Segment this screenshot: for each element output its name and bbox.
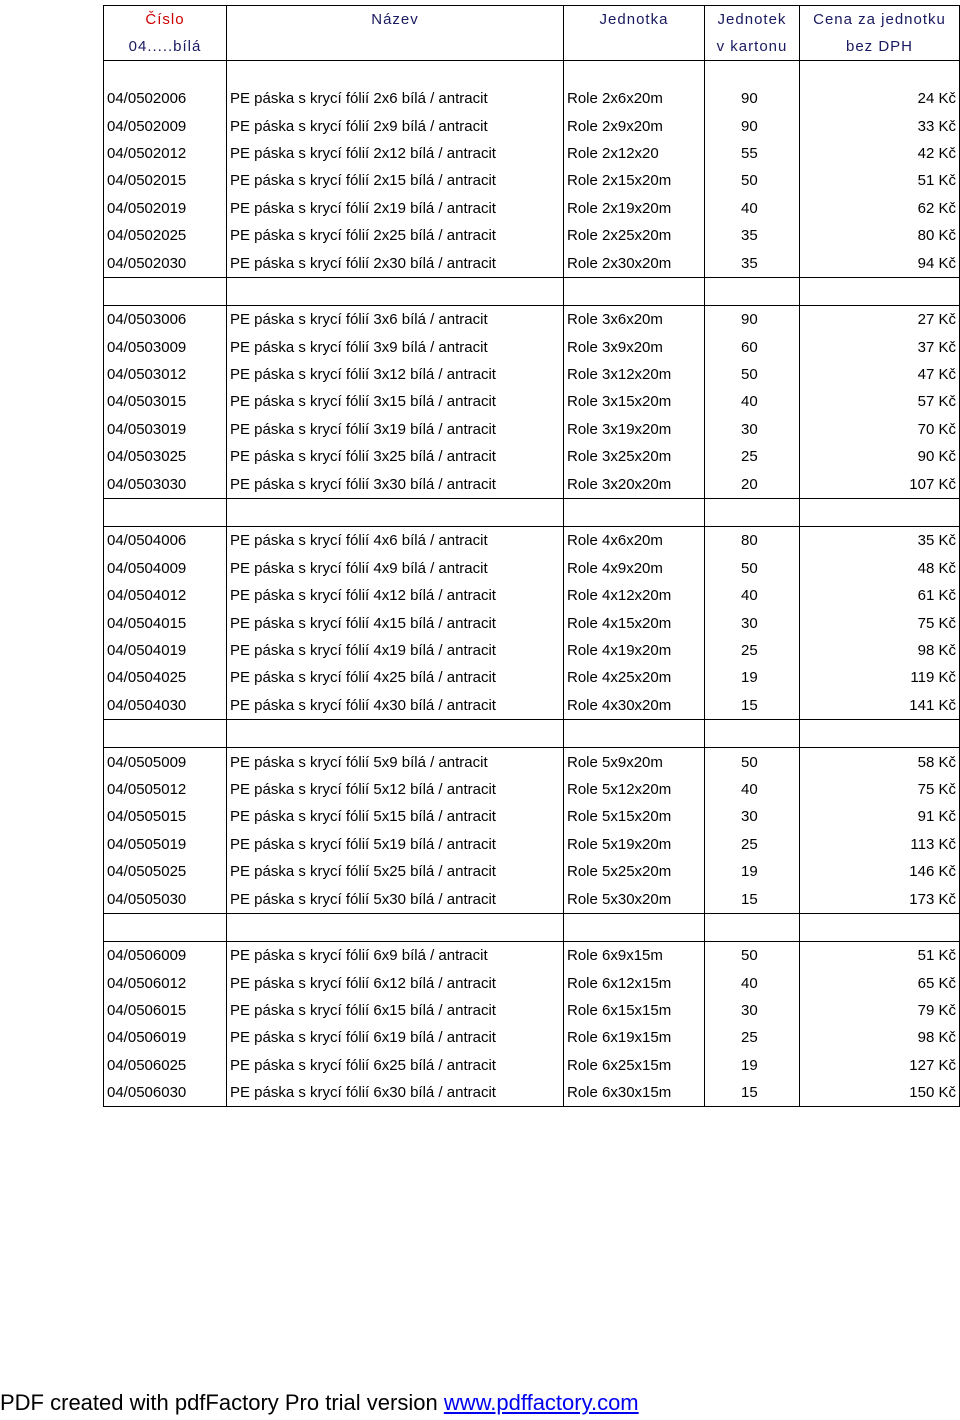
separator-cell (227, 498, 564, 526)
item-price: 79 Kč (800, 997, 960, 1024)
item-name: PE páska s krycí fólií 4x12 bílá / antracit (227, 582, 564, 609)
item-name: PE páska s krycí fólií 2x30 bílá / antracit (227, 249, 564, 277)
item-code: 04/0503030 (104, 470, 227, 498)
table-row (104, 470, 960, 498)
item-price: 35 Kč (800, 527, 960, 555)
item-unit: Role 5x25x20m (564, 858, 705, 885)
table-row (104, 692, 960, 720)
item-count: 25 (705, 831, 800, 858)
table-row (104, 970, 960, 997)
header-cena: Cena za jednotku (800, 6, 960, 34)
header-jednotek: Jednotek (705, 6, 800, 34)
item-name: PE páska s krycí fólií 6x19 bílá / antracit (227, 1024, 564, 1051)
item-price: 113 Kč (800, 831, 960, 858)
item-name: PE páska s krycí fólií 3x30 bílá / antracit (227, 470, 564, 498)
table-row (104, 361, 960, 388)
separator-cell (705, 498, 800, 526)
item-code: 04/0502006 (104, 85, 227, 112)
separator-cell (705, 277, 800, 305)
table-row (104, 609, 960, 636)
item-count: 55 (705, 140, 800, 167)
table-row (104, 582, 960, 609)
item-code: 04/0506012 (104, 970, 227, 997)
header-bez-dph: bez DPH (800, 33, 960, 61)
pdf-footer (0, 1390, 639, 1416)
item-price: 91 Kč (800, 803, 960, 830)
header-nazev: Název (227, 6, 564, 34)
header-empty-3 (564, 33, 705, 61)
item-unit: Role 3x6x20m (564, 306, 705, 334)
item-price: 27 Kč (800, 306, 960, 334)
item-name: PE páska s krycí fólií 3x9 bílá / antracit (227, 334, 564, 361)
item-unit: Role 3x19x20m (564, 416, 705, 443)
item-price: 94 Kč (800, 249, 960, 277)
item-unit: Role 5x19x20m (564, 831, 705, 858)
item-code: 04/0506009 (104, 942, 227, 970)
item-unit: Role 4x19x20m (564, 637, 705, 664)
item-count: 40 (705, 388, 800, 415)
header-row-1 (104, 6, 960, 34)
footer-link[interactable]: www.pdffactory.com (443, 1390, 639, 1415)
item-code: 04/0505015 (104, 803, 227, 830)
item-price: 75 Kč (800, 776, 960, 803)
item-name: PE páska s krycí fólií 2x6 bílá / antracit (227, 85, 564, 112)
table-row (104, 306, 960, 334)
item-count: 60 (705, 334, 800, 361)
separator-cell (227, 913, 564, 941)
item-unit: Role 5x15x20m (564, 803, 705, 830)
item-code: 04/0505025 (104, 858, 227, 885)
item-count: 50 (705, 361, 800, 388)
item-code: 04/0505030 (104, 885, 227, 913)
item-code: 04/0502019 (104, 195, 227, 222)
table-row (104, 664, 960, 691)
item-code: 04/0504015 (104, 609, 227, 636)
item-code: 04/0504009 (104, 555, 227, 582)
table-row (104, 112, 960, 139)
item-name: PE páska s krycí fólií 3x19 bílá / antracit (227, 416, 564, 443)
item-count: 50 (705, 942, 800, 970)
item-name: PE páska s krycí fólií 5x9 bílá / antracit (227, 748, 564, 776)
item-count: 40 (705, 970, 800, 997)
separator-cell (564, 277, 705, 305)
table-row (104, 443, 960, 470)
item-name: PE páska s krycí fólií 3x25 bílá / antracit (227, 443, 564, 470)
item-name: PE páska s krycí fólií 6x15 bílá / antracit (227, 997, 564, 1024)
item-unit: Role 4x30x20m (564, 692, 705, 720)
item-count: 30 (705, 997, 800, 1024)
item-name: PE páska s krycí fólií 5x25 bílá / antracit (227, 858, 564, 885)
item-code: 04/0503009 (104, 334, 227, 361)
table-row (104, 1052, 960, 1079)
item-unit: Role 3x12x20m (564, 361, 705, 388)
item-price: 150 Kč (800, 1079, 960, 1107)
item-name: PE páska s krycí fólií 2x12 bílá / antracit (227, 140, 564, 167)
item-code: 04/0502025 (104, 222, 227, 249)
item-count: 20 (705, 470, 800, 498)
item-price: 75 Kč (800, 609, 960, 636)
item-unit: Role 2x12x20 (564, 140, 705, 167)
table-row (104, 748, 960, 776)
table-row (104, 222, 960, 249)
item-price: 58 Kč (800, 748, 960, 776)
table-row (104, 195, 960, 222)
item-price: 70 Kč (800, 416, 960, 443)
item-unit: Role 2x19x20m (564, 195, 705, 222)
item-price: 62 Kč (800, 195, 960, 222)
item-count: 90 (705, 85, 800, 112)
item-count: 40 (705, 582, 800, 609)
item-count: 50 (705, 748, 800, 776)
item-unit: Role 4x6x20m (564, 527, 705, 555)
item-count: 90 (705, 306, 800, 334)
item-code: 04/0503006 (104, 306, 227, 334)
item-price: 119 Kč (800, 664, 960, 691)
item-code: 04/0506030 (104, 1079, 227, 1107)
item-count: 15 (705, 1079, 800, 1107)
separator-cell (104, 913, 227, 941)
header-v-kartonu: v kartonu (705, 33, 800, 61)
item-unit: Role 2x30x20m (564, 249, 705, 277)
item-count: 15 (705, 885, 800, 913)
price-table (103, 5, 960, 1107)
spacer-cell (564, 61, 705, 86)
item-price: 146 Kč (800, 858, 960, 885)
footer-text: PDF created with pdfFactory Pro trial version (0, 1390, 444, 1415)
item-name: PE páska s krycí fólií 6x12 bílá / antracit (227, 970, 564, 997)
item-unit: Role 4x25x20m (564, 664, 705, 691)
item-name: PE páska s krycí fólií 4x9 bílá / antracit (227, 555, 564, 582)
item-count: 30 (705, 416, 800, 443)
group-separator-row (104, 277, 960, 305)
item-count: 35 (705, 222, 800, 249)
table-row (104, 997, 960, 1024)
item-unit: Role 3x15x20m (564, 388, 705, 415)
item-name: PE páska s krycí fólií 3x12 bílá / antracit (227, 361, 564, 388)
item-count: 40 (705, 776, 800, 803)
separator-cell (564, 913, 705, 941)
table-row (104, 85, 960, 112)
item-count: 50 (705, 555, 800, 582)
item-name: PE páska s krycí fólií 2x25 bílá / antracit (227, 222, 564, 249)
item-unit: Role 6x30x15m (564, 1079, 705, 1107)
item-unit: Role 2x9x20m (564, 112, 705, 139)
item-name: PE páska s krycí fólií 4x6 bílá / antracit (227, 527, 564, 555)
item-code: 04/0506019 (104, 1024, 227, 1051)
table-row (104, 803, 960, 830)
item-unit: Role 5x9x20m (564, 748, 705, 776)
item-count: 25 (705, 637, 800, 664)
item-price: 173 Kč (800, 885, 960, 913)
separator-cell (227, 277, 564, 305)
item-code: 04/0502012 (104, 140, 227, 167)
item-price: 61 Kč (800, 582, 960, 609)
separator-cell (800, 277, 960, 305)
separator-cell (104, 498, 227, 526)
separator-cell (564, 498, 705, 526)
separator-cell (564, 719, 705, 747)
item-name: PE páska s krycí fólií 4x15 bílá / antracit (227, 609, 564, 636)
item-count: 19 (705, 858, 800, 885)
table-header (104, 6, 960, 86)
item-count: 50 (705, 167, 800, 194)
group-separator-row (104, 498, 960, 526)
item-count: 15 (705, 692, 800, 720)
item-code: 04/0504006 (104, 527, 227, 555)
separator-cell (705, 719, 800, 747)
item-count: 19 (705, 664, 800, 691)
item-code: 04/0504030 (104, 692, 227, 720)
item-unit: Role 2x6x20m (564, 85, 705, 112)
item-name: PE páska s krycí fólií 3x15 bílá / antracit (227, 388, 564, 415)
item-name: PE páska s krycí fólií 4x30 bílá / antracit (227, 692, 564, 720)
item-code: 04/0504025 (104, 664, 227, 691)
item-name: PE páska s krycí fólií 2x19 bílá / antracit (227, 195, 564, 222)
item-count: 25 (705, 1024, 800, 1051)
table-row (104, 555, 960, 582)
item-price: 107 Kč (800, 470, 960, 498)
item-count: 40 (705, 195, 800, 222)
spacer-cell (104, 61, 227, 86)
header-empty-2 (227, 33, 564, 61)
item-price: 33 Kč (800, 112, 960, 139)
group-separator-row (104, 913, 960, 941)
item-code: 04/0502015 (104, 167, 227, 194)
header-row-2 (104, 33, 960, 61)
item-price: 47 Kč (800, 361, 960, 388)
item-name: PE páska s krycí fólií 4x19 bílá / antracit (227, 637, 564, 664)
item-name: PE páska s krycí fólií 6x9 bílá / antracit (227, 942, 564, 970)
item-unit: Role 6x19x15m (564, 1024, 705, 1051)
item-code: 04/0502009 (104, 112, 227, 139)
table-body (104, 85, 960, 1107)
header-variant: 04.....bílá (104, 33, 227, 61)
item-count: 80 (705, 527, 800, 555)
separator-cell (705, 913, 800, 941)
item-code: 04/0505019 (104, 831, 227, 858)
separator-cell (104, 719, 227, 747)
table-row (104, 416, 960, 443)
table-row (104, 334, 960, 361)
header-cislo: Číslo (104, 6, 227, 34)
item-unit: Role 5x12x20m (564, 776, 705, 803)
item-unit: Role 3x20x20m (564, 470, 705, 498)
item-price: 48 Kč (800, 555, 960, 582)
item-code: 04/0504019 (104, 637, 227, 664)
item-count: 35 (705, 249, 800, 277)
table-row (104, 637, 960, 664)
item-unit: Role 2x15x20m (564, 167, 705, 194)
item-unit: Role 6x25x15m (564, 1052, 705, 1079)
item-name: PE páska s krycí fólií 3x6 bílá / antracit (227, 306, 564, 334)
header-spacer-row (104, 61, 960, 86)
item-count: 19 (705, 1052, 800, 1079)
item-price: 57 Kč (800, 388, 960, 415)
item-unit: Role 6x15x15m (564, 997, 705, 1024)
item-code: 04/0506015 (104, 997, 227, 1024)
item-price: 80 Kč (800, 222, 960, 249)
separator-cell (227, 719, 564, 747)
item-price: 90 Kč (800, 443, 960, 470)
item-price: 51 Kč (800, 942, 960, 970)
table-row (104, 1079, 960, 1107)
item-code: 04/0503025 (104, 443, 227, 470)
item-unit: Role 4x9x20m (564, 555, 705, 582)
table-row (104, 776, 960, 803)
separator-cell (800, 719, 960, 747)
item-name: PE páska s krycí fólií 6x30 bílá / antracit (227, 1079, 564, 1107)
table-row (104, 831, 960, 858)
spacer-cell (227, 61, 564, 86)
item-price: 37 Kč (800, 334, 960, 361)
separator-cell (104, 277, 227, 305)
item-name: PE páska s krycí fólií 5x30 bílá / antracit (227, 885, 564, 913)
item-unit: Role 4x12x20m (564, 582, 705, 609)
item-code: 04/0504012 (104, 582, 227, 609)
item-price: 51 Kč (800, 167, 960, 194)
item-price: 98 Kč (800, 637, 960, 664)
item-code: 04/0503012 (104, 361, 227, 388)
table-row (104, 1024, 960, 1051)
item-price: 65 Kč (800, 970, 960, 997)
item-name: PE páska s krycí fólií 6x25 bílá / antracit (227, 1052, 564, 1079)
item-name: PE páska s krycí fólií 5x15 bílá / antracit (227, 803, 564, 830)
separator-cell (800, 498, 960, 526)
item-price: 42 Kč (800, 140, 960, 167)
item-price: 127 Kč (800, 1052, 960, 1079)
item-name: PE páska s krycí fólií 2x9 bílá / antracit (227, 112, 564, 139)
item-count: 30 (705, 803, 800, 830)
item-name: PE páska s krycí fólií 5x12 bílá / antracit (227, 776, 564, 803)
table-row (104, 249, 960, 277)
separator-cell (800, 913, 960, 941)
table-row (104, 858, 960, 885)
item-unit: Role 3x9x20m (564, 334, 705, 361)
item-count: 90 (705, 112, 800, 139)
table-row (104, 885, 960, 913)
item-code: 04/0506025 (104, 1052, 227, 1079)
item-code: 04/0503015 (104, 388, 227, 415)
item-unit: Role 6x12x15m (564, 970, 705, 997)
item-price: 141 Kč (800, 692, 960, 720)
item-code: 04/0503019 (104, 416, 227, 443)
item-count: 25 (705, 443, 800, 470)
item-unit: Role 3x25x20m (564, 443, 705, 470)
price-table-container (103, 5, 959, 1107)
table-row (104, 527, 960, 555)
group-separator-row (104, 719, 960, 747)
item-unit: Role 2x25x20m (564, 222, 705, 249)
table-row (104, 167, 960, 194)
spacer-cell (705, 61, 800, 86)
item-name: PE páska s krycí fólií 4x25 bílá / antracit (227, 664, 564, 691)
item-code: 04/0505009 (104, 748, 227, 776)
item-name: PE páska s krycí fólií 5x19 bílá / antracit (227, 831, 564, 858)
item-code: 04/0502030 (104, 249, 227, 277)
item-price: 24 Kč (800, 85, 960, 112)
header-jednotka: Jednotka (564, 6, 705, 34)
item-unit: Role 6x9x15m (564, 942, 705, 970)
spacer-cell (800, 61, 960, 86)
item-name: PE páska s krycí fólií 2x15 bílá / antracit (227, 167, 564, 194)
item-unit: Role 4x15x20m (564, 609, 705, 636)
item-unit: Role 5x30x20m (564, 885, 705, 913)
item-price: 98 Kč (800, 1024, 960, 1051)
item-count: 30 (705, 609, 800, 636)
item-code: 04/0505012 (104, 776, 227, 803)
table-row (104, 942, 960, 970)
table-row (104, 140, 960, 167)
table-row (104, 388, 960, 415)
